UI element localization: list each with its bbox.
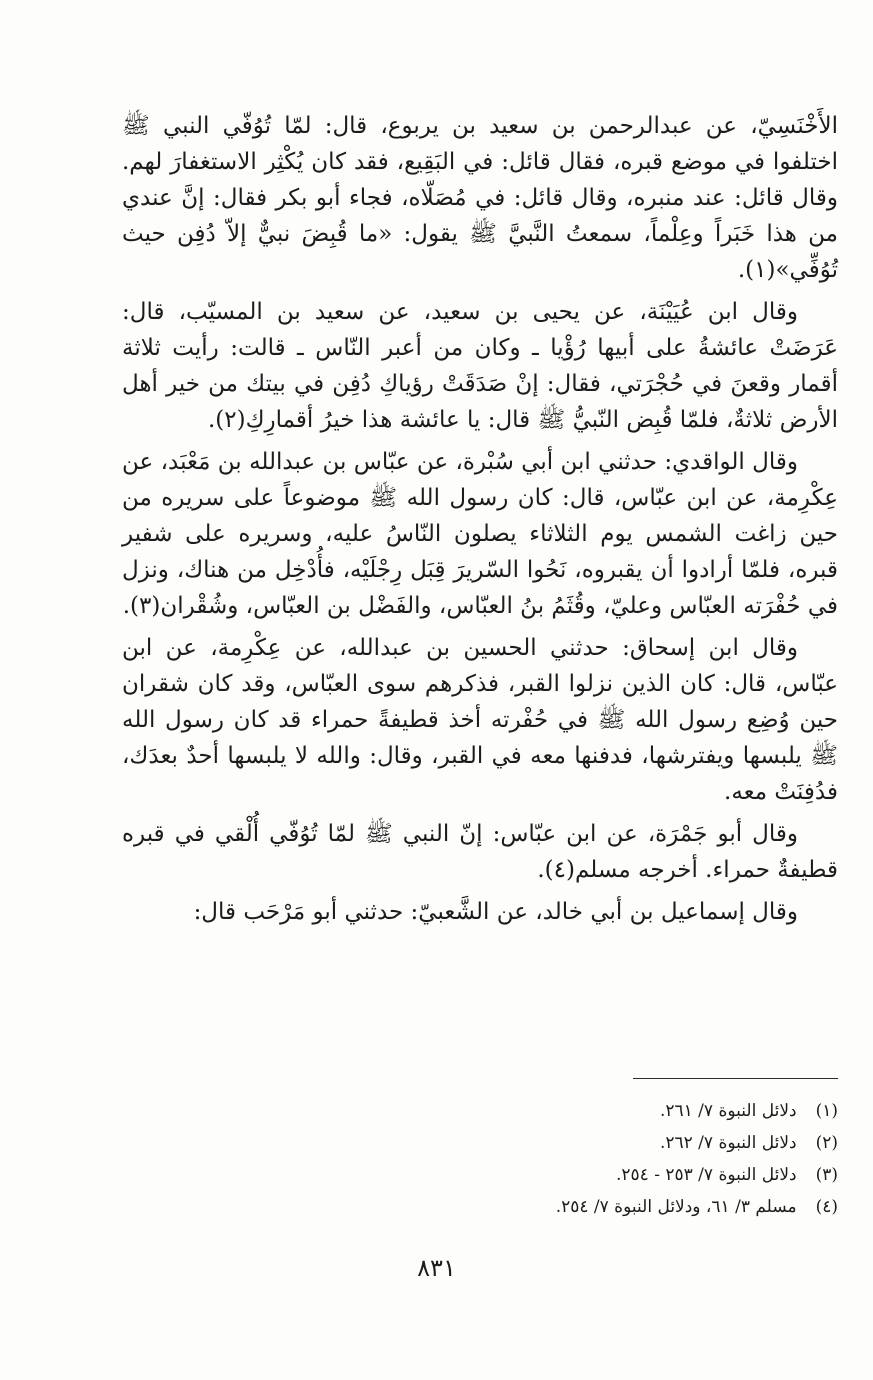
page-number: ٨٣١ bbox=[417, 1254, 456, 1282]
footnote-number: (٤) bbox=[815, 1197, 838, 1217]
footnote-number: (١) bbox=[815, 1101, 838, 1121]
footnote-item bbox=[238, 1191, 838, 1223]
footnote-text: دلائل النبوة ٧/ ٢٦٢. bbox=[659, 1133, 797, 1153]
footnote-item bbox=[238, 1127, 838, 1159]
footnote-text: دلائل النبوة ٧/ ٢٥٣ - ٢٥٤. bbox=[616, 1165, 797, 1185]
paragraph-4: وقال ابن إسحاق: حدثني الحسين بن عبدالله، عن عِكْرِمة، عن ابن عبّاس، قال: كان الذين نزلوا القبر، فذكرهم سوى العبّاس، وقد كان شقران حين وُضِع رسول الله ﷺ في حُفْرته أخذ قطيفةً حمراء قد كان رسول الله ﷺ يلبسها ويفترشها، فدفنها معه في القبر، وقال: والله لا يلبسها أحدٌ بعدَك، فدُفِنَتْ معه. bbox=[122, 635, 838, 805]
footnote-number: (٢) bbox=[815, 1133, 838, 1153]
footnote-text: دلائل النبوة ٧/ ٢٦١. bbox=[659, 1101, 797, 1121]
paragraph-3: وقال الواقدي: حدثني ابن أبي سُبْرة، عن عبّاس بن عبدالله بن مَعْبَد، عن عِكْرِمة، عن ابن عبّاس، قال: كان رسول الله ﷺ موضوعاً على سريره من حين زاغت الشمس يوم الثلاثاء يصلون النّاسُ عليه، وسريره على شفير قبره، فلمّا أرادوا أن يقبروه، نَحُوا السّريرَ قِبَل رِجْلَيْه، فأُدْخِل من هناك، ونزل في حُفْرَته العبّاس وعليّ، وقُثَمُ بنُ العبّاس، والفَضْل بن العبّاس، وشُقْران(٣). bbox=[122, 449, 838, 619]
paragraph-1: الأَخْنَسِيّ، عن عبدالرحمن بن سعيد بن يربوع، قال: لمّا تُوُفّي النبي ﷺ اختلفوا في موضع قبره، فقال قائل: في البَقِيع، فقد كان يُكْثِر الاستغفارَ لهم. وقال قائل: عند منبره، وقال قائل: في مُصَلّاه، فجاء أبو بكر فقال: إنَّ عندي من هذا خَبَراً وعِلْماً، سمعتُ النَّبيَّ ﷺ يقول: «ما قُبِضَ نبيٌّ إلاّ دُفِن حيث تُوُفِّي»(١). bbox=[122, 113, 838, 283]
footnote-item bbox=[238, 1159, 838, 1191]
paragraph-5: وقال أبو جَمْرَة، عن ابن عبّاس: إنّ النبي ﷺ لمّا تُوُفّي أُلْقي في قبره قطيفةٌ حمراء. أخرجه مسلم(٤). bbox=[122, 821, 838, 883]
footnote-item bbox=[238, 1095, 838, 1127]
footnote-divider bbox=[633, 1078, 838, 1079]
paragraph-2: وقال ابن عُيَيْنَة، عن يحيى بن سعيد، عن سعيد بن المسيّب، قال: عَرَضَتْ عائشةُ على أبيها رُؤْيا ـ وكان من أعبر النّاس ـ قالت: رأيت ثلاثة أقمار وقعنَ في حُجْرَتي، فقال: إنْ صَدَقَتْ رؤياكِ دُفِن في بيتك من خير أهل الأرض ثلاثةٌ، فلمّا قُبِض النّبيُّ ﷺ قال: يا عائشة هذا خيرُ أقمارِكِ(٢). bbox=[122, 299, 838, 433]
paragraph-6: وقال إسماعيل بن أبي خالد، عن الشَّعبيّ: حدثني أبو مَرْحَب قال: bbox=[193, 899, 798, 925]
footnotes-section bbox=[238, 1095, 838, 1223]
footnote-text: مسلم ٣/ ٦١، ودلائل النبوة ٧/ ٢٥٤. bbox=[555, 1197, 797, 1217]
main-text-body bbox=[122, 108, 838, 936]
footnote-number: (٣) bbox=[815, 1165, 838, 1185]
